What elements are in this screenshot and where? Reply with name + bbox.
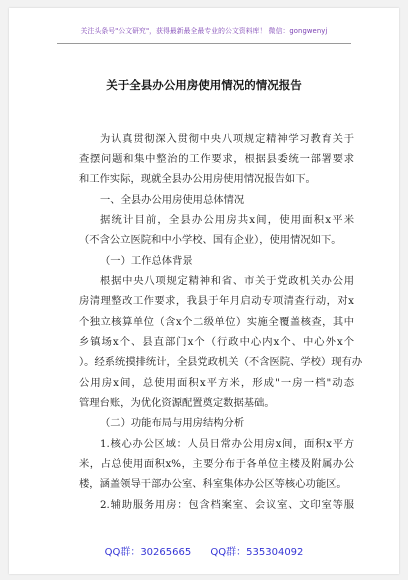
paragraph-line: 米，占总使用面积x%，主要分布于各单位主楼及附属办公 [79, 458, 354, 470]
header-divider [57, 43, 351, 44]
paragraph-line: 2.辅助服务用房：包含档案室、会议室、文印室等服 [100, 499, 354, 511]
paragraph-line: 楼，涵盖领导干部办公室、科室集体办公区等核心功能区。 [79, 478, 347, 490]
paragraph-line: 根据中央八项规定精神和省、市关于党政机关办公用 [100, 275, 354, 287]
section-heading: 一、全县办公用房使用总体情况 [100, 194, 245, 206]
paragraph-line: 1.核心办公区域：人员日常办公用房x间，面积x平方 [100, 438, 354, 450]
paragraph-line: 乡镇场x个、县直部门x个（行政中心内x个、中心外x个 [79, 336, 354, 348]
subsection-heading: （一）工作总体背景 [100, 255, 193, 267]
footer-qq-group-1: QQ群：30265665 [104, 547, 192, 558]
paragraph-line: 查摆问题和集中整治的工作要求，根据县委统一部署要求 [79, 153, 354, 165]
paragraph-line: ）。经系统摸排统计，全县党政机关（不含医院、学校）现有办 [79, 356, 363, 368]
paragraph-line: 和工作实际，现就全县办公用房使用情况报告如下。 [79, 173, 316, 185]
footer-qq-group-2: QQ群：535304092 [210, 547, 304, 558]
paragraph-line: 房清理整改工作要求，我县于年月启动专项清查行动，对x [79, 295, 354, 307]
header-banner: 关注头条号"公文研究"，获得最新最全最专业的公文资料库！ 微信：gongwenyj [80, 27, 328, 35]
paragraph-line: 管理台账，为优化资源配置奠定数据基础。 [79, 397, 275, 409]
paragraph-line: 公用房x间，总使用面积x平方米，形成"一房一档"动态 [79, 377, 354, 389]
document-title: 关于全县办公用房使用情况的情况报告 [106, 78, 302, 92]
paragraph-line: 为认真贯彻深入贯彻中央八项规定精神学习教育关于 [100, 133, 354, 145]
paragraph-line: （不含公立医院和中小学校、国有企业），使用情况如下。 [79, 234, 342, 246]
subsection-heading: （二）功能布局与用房结构分析 [100, 417, 245, 429]
document-page [9, 8, 399, 574]
footer-contact [9, 543, 399, 558]
paragraph-line: 个独立核算单位（含x个二级单位）实施全覆盖核查，其中 [79, 316, 354, 328]
paragraph-line: 据统计目前，全县办公用房共x间，使用面积x平米 [100, 214, 354, 226]
